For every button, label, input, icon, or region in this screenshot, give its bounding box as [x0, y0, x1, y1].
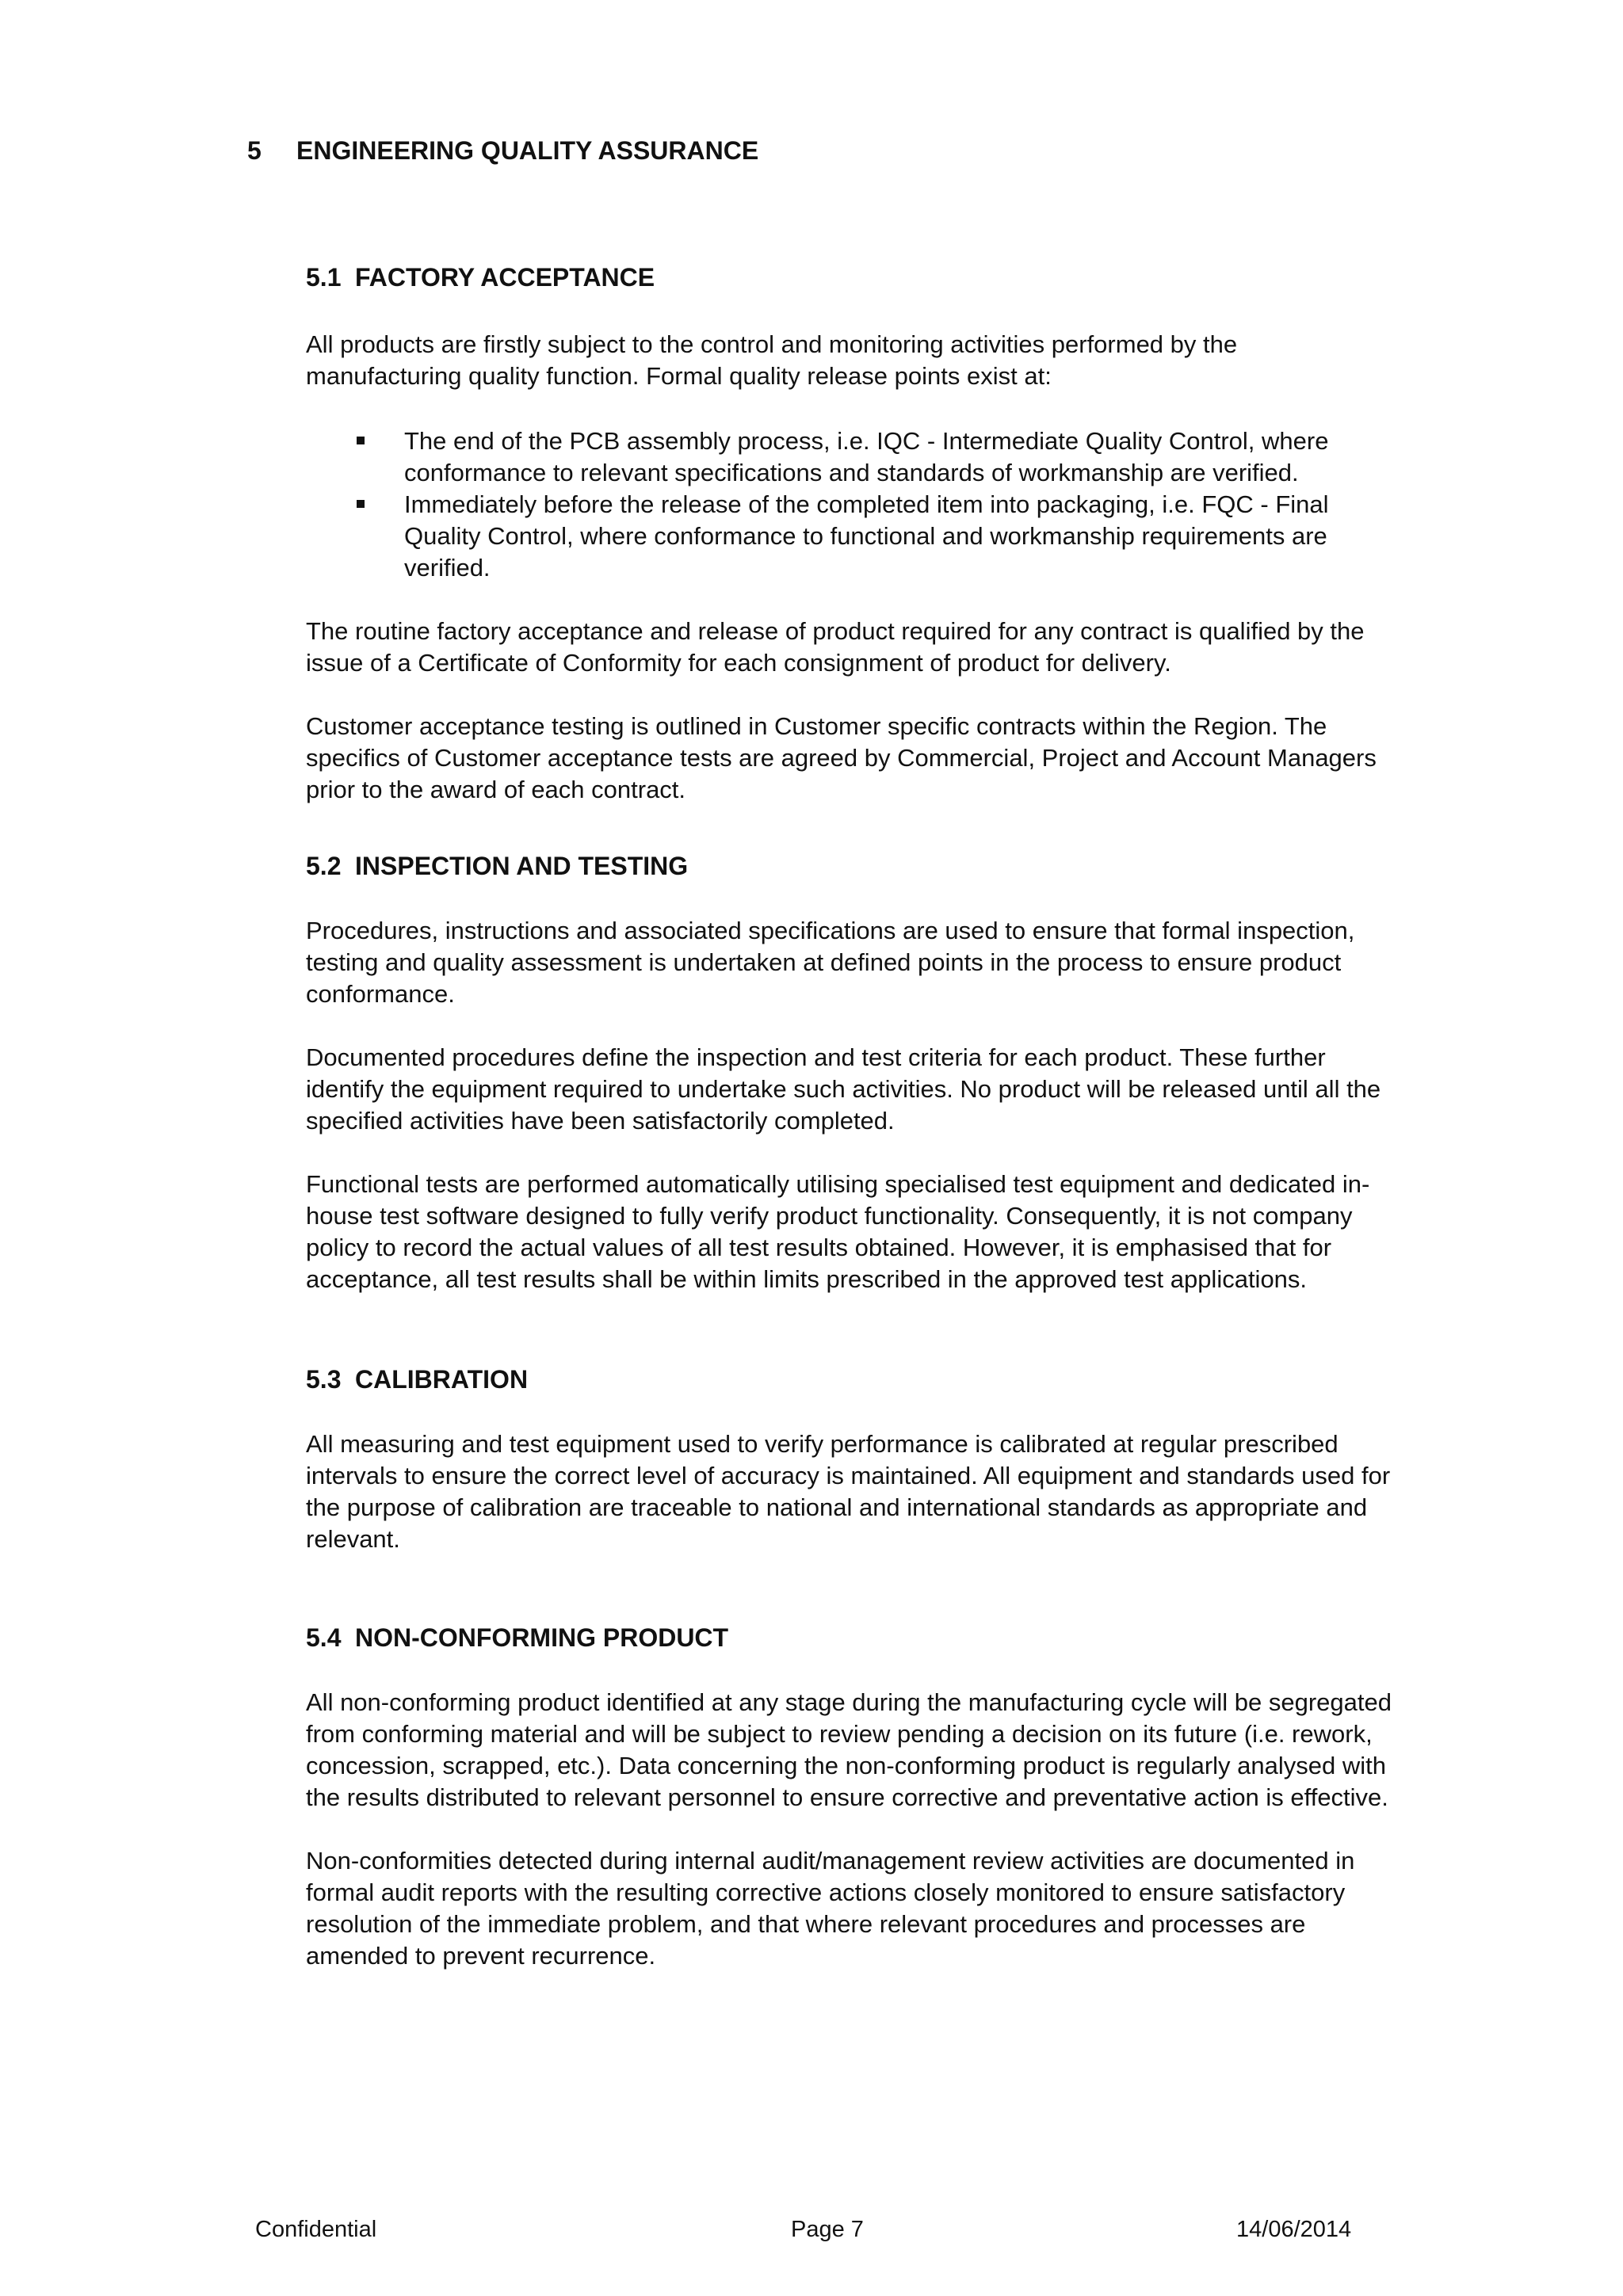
- content-body: [306, 261, 1392, 1972]
- subsection-heading-inspection-and-testing: 5.2 INSPECTION AND TESTING: [306, 852, 689, 880]
- paragraph: All non-conforming product identified at any stage during the manufacturing cycle will be segregated from conforming material and will be subject to review pending a decision on its future (i.e. rework, concession, scrapped, etc.). Data concerning the non-conforming product is regularly analysed with the results distributed to relevant personnel to ensure corrective and preventative action is effective.: [306, 1688, 1392, 1811]
- square-bullet-icon: [357, 437, 365, 444]
- bullet-list: [306, 425, 1392, 584]
- section-number: 5: [247, 136, 262, 165]
- square-bullet-icon: [357, 500, 365, 508]
- subsection-heading-non-conforming-product: 5.4 NON-CONFORMING PRODUCT: [306, 1623, 729, 1652]
- paragraph: Procedures, instructions and associated specifications are used to ensure that formal inspection, testing and quality assessment is undertaken at defined points in the process to ensure product conformance.: [306, 917, 1355, 1008]
- list-item: Immediately before the release of the completed item into packaging, i.e. FQC - Final Quality Control, where conformance to functional and workmanship requirements are verified.: [306, 489, 1392, 584]
- paragraph: All products are firstly subject to the control and monitoring activities performed by the manufacturing quality function. Formal quality release points exist at:: [306, 330, 1238, 390]
- footer-confidential: Confidential: [255, 2217, 377, 2242]
- paragraph: Documented procedures define the inspection and test criteria for each product. These further identify the equipment required to undertake such activities. No product will be released until all the specified activities have been satisfactorily completed.: [306, 1043, 1381, 1135]
- section-title: ENGINEERING QUALITY ASSURANCE: [296, 136, 759, 165]
- paragraph: Functional tests are performed automatically utilising specialised test equipment and dedicated in-house test software designed to fully verify product functionality. Consequently, it is not company policy to record the actual values of all test results obtained. However, it is emphasised that for acceptance, all test results shall be within limits prescribed in the approved test applications.: [306, 1170, 1370, 1293]
- footer-page-number: Page 7: [791, 2217, 864, 2242]
- paragraph: The routine factory acceptance and release of product required for any contract is qualified by the issue of a Certificate of Conformity for each consignment of product for delivery.: [306, 617, 1365, 677]
- paragraph: Non-conformities detected during internal audit/management review activities are documented in formal audit reports with the resulting corrective actions closely monitored to ensure satisfactory resolution of the immediate problem, and that where relevant procedures and processes are amended to prevent recurrence.: [306, 1847, 1355, 1970]
- footer-date: 14/06/2014: [1236, 2217, 1352, 2242]
- list-item: The end of the PCB assembly process, i.e. IQC - Intermediate Quality Control, where conformance to relevant specifications and standards of workmanship are verified.: [306, 425, 1392, 489]
- subsection-heading-calibration: 5.3 CALIBRATION: [306, 1365, 529, 1394]
- subsection-heading-factory-acceptance: 5.1 FACTORY ACCEPTANCE: [306, 263, 655, 292]
- section-heading: [247, 135, 758, 166]
- paragraph: All measuring and test equipment used to verify performance is calibrated at regular prescribed intervals to ensure the correct level of accuracy is maintained. All equipment and standards used for the purpose of calibration are traceable to national and international standards as appropriate and relevant.: [306, 1430, 1391, 1553]
- paragraph: Customer acceptance testing is outlined in Customer specific contracts within the Region. The specifics of Customer acceptance tests are agreed by Commercial, Project and Account Managers prior to the award of each contract.: [306, 712, 1377, 803]
